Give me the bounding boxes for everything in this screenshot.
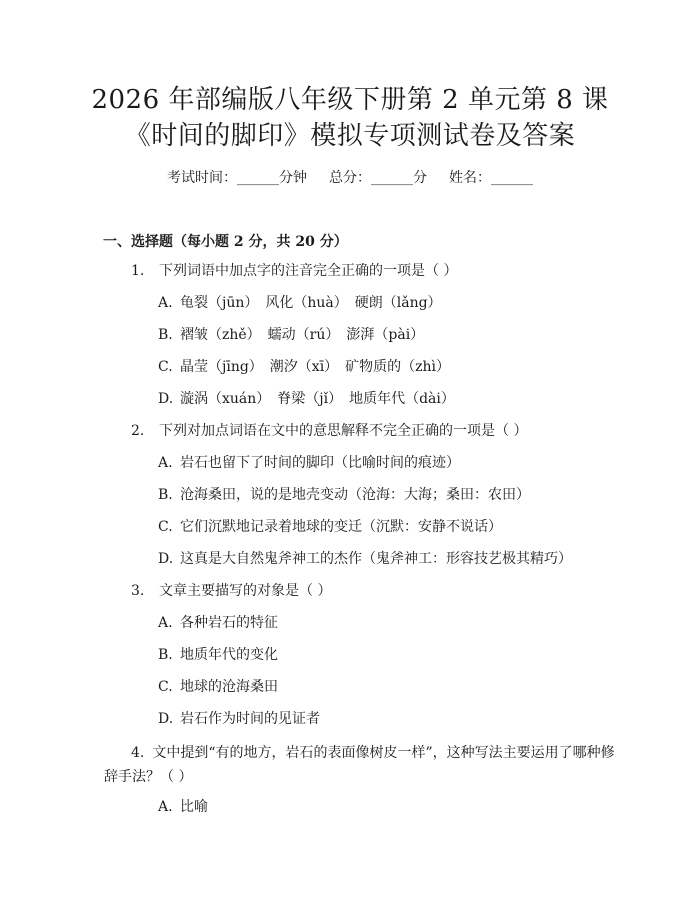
q4-option-a	[158, 797, 208, 817]
option-label: C.	[158, 679, 173, 695]
title-line-2: 《时间的脚印》模拟专项测试卷及答案	[124, 121, 576, 151]
option-label: D.	[158, 391, 174, 407]
question-number: 4.	[131, 745, 145, 761]
question-text: 下列对加点词语在文中的意思解释不完全正确的一项是（ ）	[159, 423, 528, 439]
question-3	[131, 581, 331, 601]
option-text: 地质年代的变化	[180, 647, 278, 663]
q1-option-c	[158, 357, 450, 377]
question-2	[131, 421, 527, 441]
q1-option-a	[158, 293, 442, 313]
option-label: A.	[158, 295, 173, 311]
option-label: B.	[158, 487, 173, 503]
q3-option-d	[158, 709, 320, 729]
option-label: B.	[158, 647, 173, 663]
question-4	[104, 741, 624, 789]
exam-info-line	[0, 168, 700, 188]
q3-option-a	[158, 613, 278, 633]
question-number: 3.	[131, 583, 145, 599]
q3-option-c	[158, 677, 278, 697]
q3-option-b	[158, 645, 278, 665]
q2-option-d	[158, 549, 572, 569]
q1-option-b	[158, 325, 424, 345]
question-text: 文章主要描写的对象是（ ）	[159, 583, 332, 599]
option-text: 沧海桑田，说的是地壳变动（沧海：大海；桑田：农田）	[180, 487, 530, 503]
q2-option-c	[158, 517, 502, 537]
option-label: A.	[158, 455, 173, 471]
title-line-1: 2026 年部编版八年级下册第 2 单元第 8 课	[91, 85, 609, 115]
question-1	[131, 261, 457, 281]
option-text: 地球的沧海桑田	[180, 679, 278, 695]
option-text: 岩石作为时间的见证者	[180, 711, 320, 727]
option-text: 龟裂（jūn） 风化（huà） 硬朗（lǎng）	[180, 295, 442, 311]
option-label: B.	[158, 327, 173, 343]
question-text: 下列词语中加点字的注音完全正确的一项是（ ）	[159, 263, 458, 279]
option-text: 它们沉默地记录着地球的变迁（沉默：安静不说话）	[180, 519, 502, 535]
total-score-field: 总分：______分	[329, 170, 427, 186]
option-label: D.	[158, 551, 174, 567]
option-label: C.	[158, 519, 173, 535]
question-number: 1.	[131, 263, 145, 279]
q2-option-b	[158, 485, 530, 505]
question-text: 文中提到“有的地方，岩石的表面像树皮一样”，这种写法主要运用了哪种修辞手法？（ ）	[104, 745, 615, 785]
option-label: A.	[158, 799, 173, 815]
section-heading-choice: 一、选择题（每小题 2 分，共 20 分）	[103, 234, 348, 250]
option-text: 褶皱（zhě） 蠕动（rú） 澎湃（pài）	[180, 327, 425, 343]
exam-time-field: 考试时间：______分钟	[167, 170, 307, 186]
option-text: 比喻	[180, 799, 208, 815]
option-text: 漩涡（xuán） 脊梁（jǐ） 地质年代（dài）	[180, 391, 455, 407]
q2-option-a	[158, 453, 460, 473]
student-name-field: 姓名：______	[449, 170, 533, 186]
option-text: 各种岩石的特征	[180, 615, 278, 631]
option-text: 这真是大自然鬼斧神工的杰作（鬼斧神工：形容技艺极其精巧）	[180, 551, 572, 567]
option-text: 岩石也留下了时间的脚印（比喻时间的痕迹）	[180, 455, 460, 471]
option-text: 晶莹（jīng） 潮汐（xī） 矿物质的（zhì）	[180, 359, 451, 375]
q1-option-d	[158, 389, 455, 409]
question-number: 2.	[131, 423, 145, 439]
option-label: D.	[158, 711, 174, 727]
option-label: C.	[158, 359, 173, 375]
option-label: A.	[158, 615, 173, 631]
